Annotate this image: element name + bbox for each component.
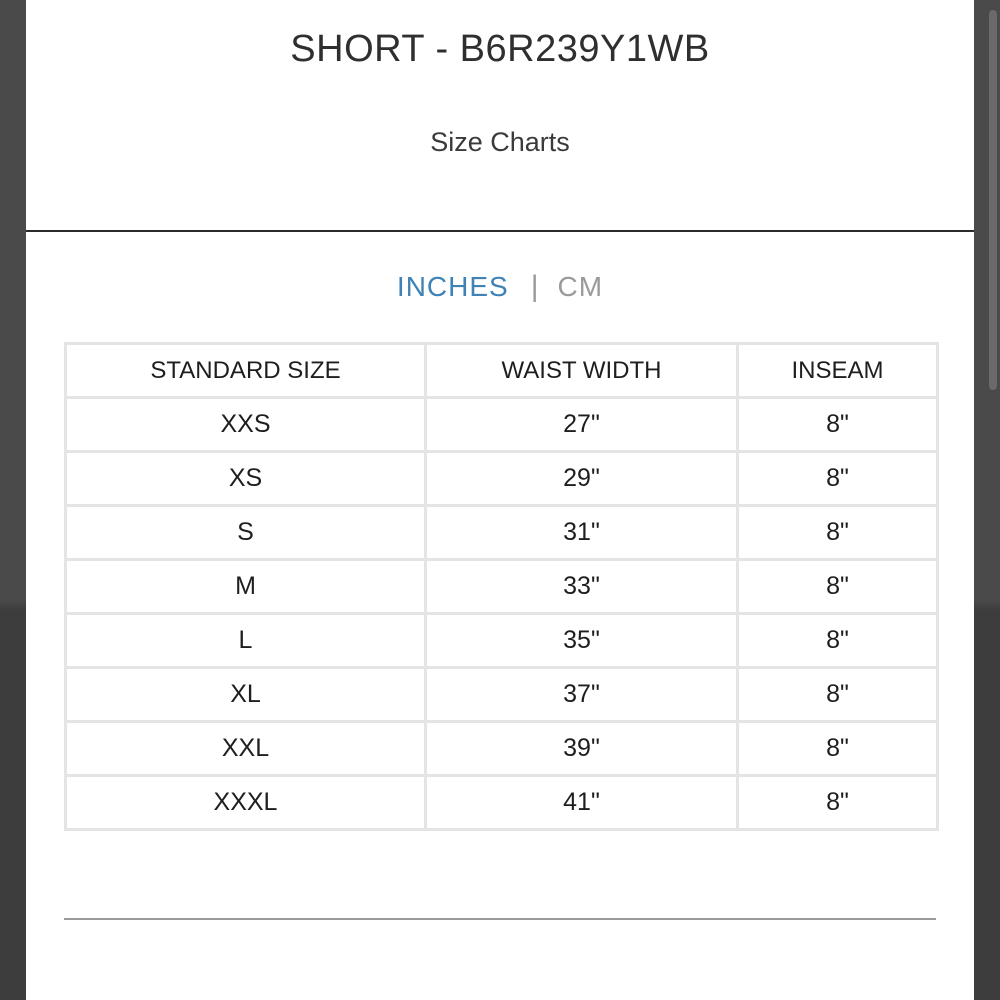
unit-inches-tab[interactable]: INCHES bbox=[396, 271, 509, 302]
unit-toggle bbox=[26, 270, 974, 304]
bottom-divider bbox=[64, 918, 936, 920]
inseam-cell: 8" bbox=[738, 614, 938, 668]
inseam-cell: 8" bbox=[738, 506, 938, 560]
size-cell: XXL bbox=[66, 722, 426, 776]
size-cell: S bbox=[66, 506, 426, 560]
size-cell: L bbox=[66, 614, 426, 668]
inseam-cell: 8" bbox=[738, 776, 938, 830]
size-cell: M bbox=[66, 560, 426, 614]
column-header-waist-width: WAIST WIDTH bbox=[426, 344, 738, 398]
size-table bbox=[64, 342, 939, 831]
inseam-cell: 8" bbox=[738, 560, 938, 614]
table-row bbox=[66, 506, 938, 560]
backdrop-left bbox=[0, 0, 26, 1000]
table-row bbox=[66, 614, 938, 668]
unit-cm-tab[interactable]: CM bbox=[557, 271, 604, 302]
size-cell: XL bbox=[66, 668, 426, 722]
scrollbar-thumb[interactable] bbox=[989, 10, 997, 390]
waist-cell: 33" bbox=[426, 560, 738, 614]
waist-cell: 37" bbox=[426, 668, 738, 722]
waist-cell: 29" bbox=[426, 452, 738, 506]
table-row bbox=[66, 560, 938, 614]
size-cell: XXS bbox=[66, 398, 426, 452]
inseam-cell: 8" bbox=[738, 722, 938, 776]
backdrop-right bbox=[974, 0, 1000, 1000]
size-chart-panel bbox=[26, 0, 974, 1000]
table-row bbox=[66, 722, 938, 776]
waist-cell: 41" bbox=[426, 776, 738, 830]
waist-cell: 27" bbox=[426, 398, 738, 452]
waist-cell: 35" bbox=[426, 614, 738, 668]
inseam-cell: 8" bbox=[738, 452, 938, 506]
size-charts-heading: Size Charts bbox=[430, 127, 570, 157]
waist-cell: 39" bbox=[426, 722, 738, 776]
table-row bbox=[66, 452, 938, 506]
column-header-inseam: INSEAM bbox=[738, 344, 938, 398]
size-cell: XXXL bbox=[66, 776, 426, 830]
table-row bbox=[66, 668, 938, 722]
table-row bbox=[66, 776, 938, 830]
table-header-row bbox=[66, 344, 938, 398]
inseam-cell: 8" bbox=[738, 398, 938, 452]
panel-header bbox=[26, 0, 974, 232]
column-header-standard-size: STANDARD SIZE bbox=[66, 344, 426, 398]
unit-separator: | bbox=[530, 270, 540, 303]
inseam-cell: 8" bbox=[738, 668, 938, 722]
size-cell: XS bbox=[66, 452, 426, 506]
table-row bbox=[66, 398, 938, 452]
waist-cell: 31" bbox=[426, 506, 738, 560]
product-title: SHORT - B6R239Y1WB bbox=[290, 28, 710, 70]
